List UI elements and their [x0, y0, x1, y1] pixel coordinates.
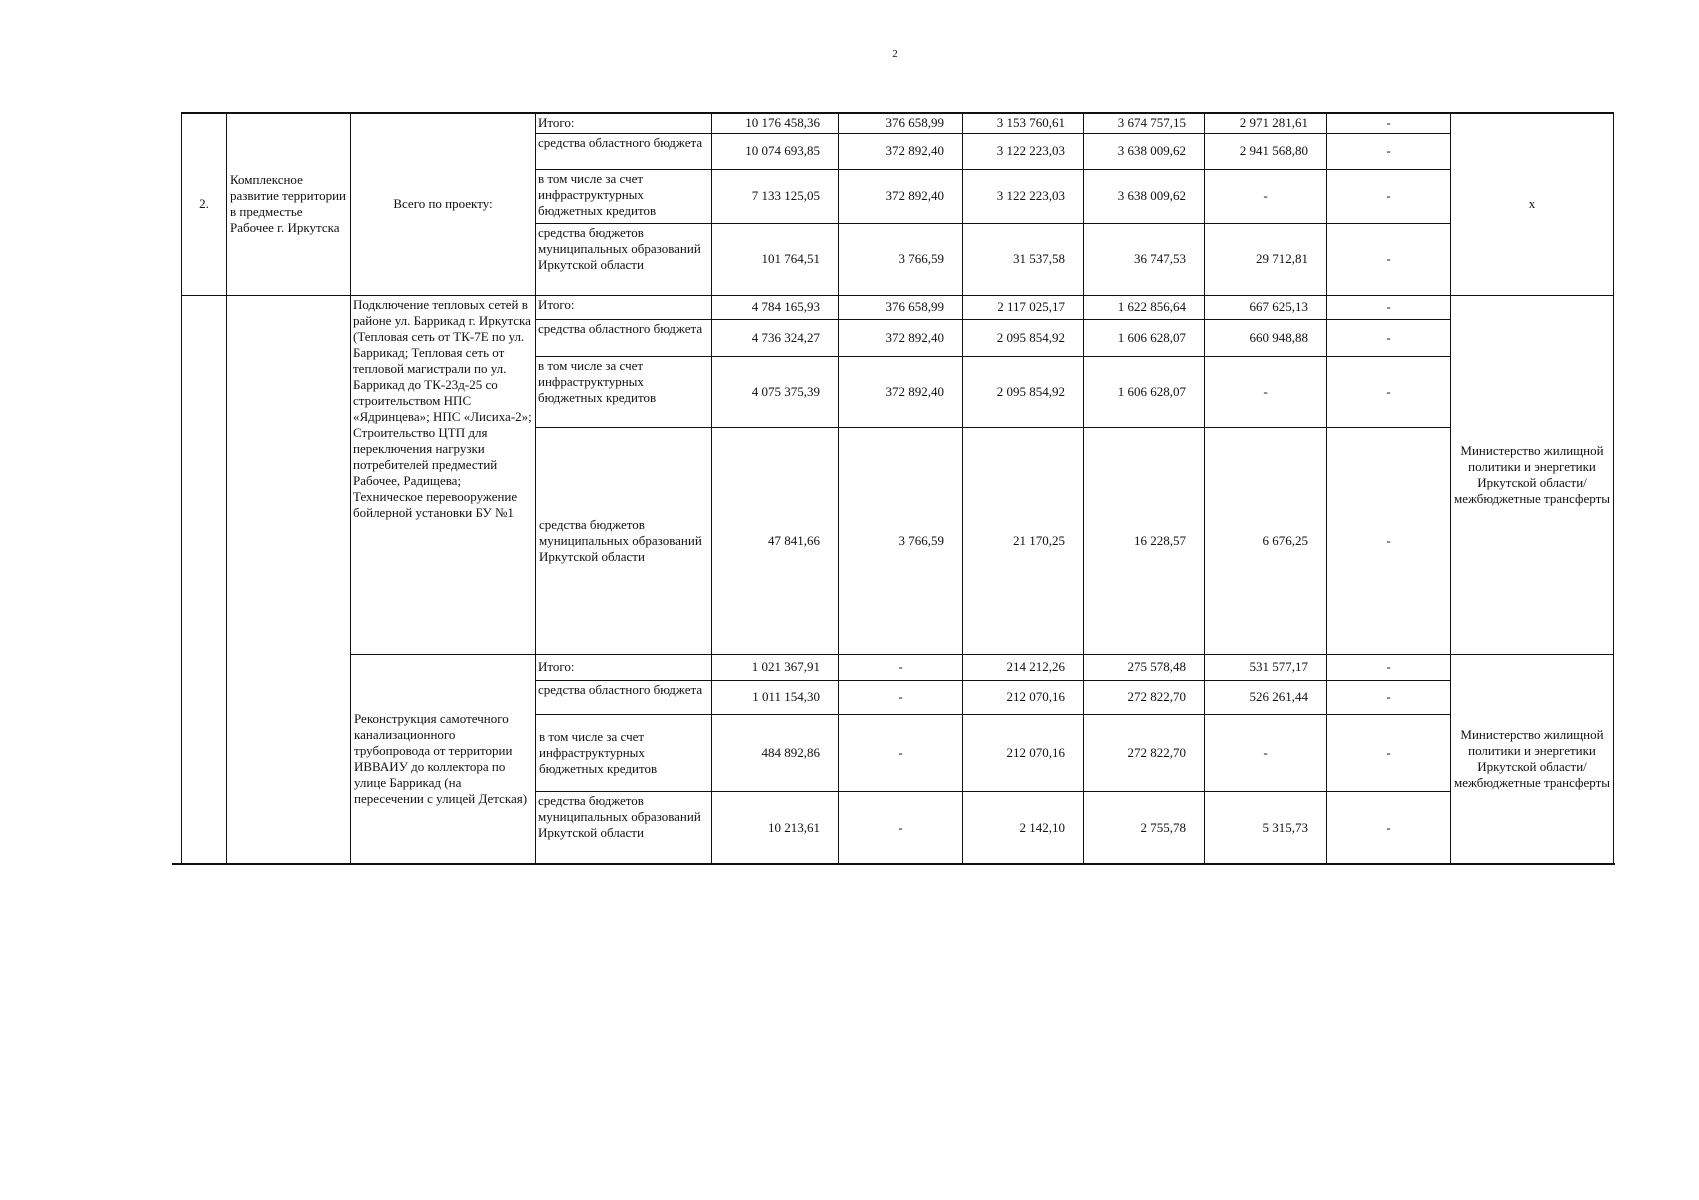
- source-label: средства бюджетов муниципальных образований Иркутской области: [536, 791, 712, 864]
- value-cell: 3 122 223,03: [963, 133, 1084, 169]
- value-cell: -: [839, 714, 963, 791]
- empty-cell: [182, 295, 227, 864]
- value-cell: 531 577,17: [1205, 654, 1327, 680]
- value-cell: 2 095 854,92: [963, 319, 1084, 356]
- source-label: Итого:: [536, 654, 712, 680]
- value-cell: 3 638 009,62: [1084, 133, 1205, 169]
- value-cell: -: [839, 680, 963, 714]
- source-label: средства областного бюджета: [536, 680, 712, 714]
- value-cell: 376 658,99: [839, 113, 963, 133]
- bottom-rule: [172, 863, 1615, 865]
- value-cell: 29 712,81: [1205, 223, 1327, 295]
- value-cell: -: [1327, 714, 1451, 791]
- value-cell: 1 622 856,64: [1084, 295, 1205, 319]
- value-cell: 7 133 125,05: [712, 169, 839, 223]
- value-cell: -: [1327, 319, 1451, 356]
- value-cell: -: [1327, 356, 1451, 427]
- value-cell: 47 841,66: [712, 427, 839, 654]
- value-cell: 3 674 757,15: [1084, 113, 1205, 133]
- value-cell: -: [1327, 169, 1451, 223]
- total-note: х: [1451, 113, 1614, 295]
- source-label: Итого:: [536, 295, 712, 319]
- value-cell: 275 578,48: [1084, 654, 1205, 680]
- value-cell: 372 892,40: [839, 133, 963, 169]
- value-cell: 5 315,73: [1205, 791, 1327, 864]
- value-cell: -: [1205, 169, 1327, 223]
- value-cell: 484 892,86: [712, 714, 839, 791]
- value-cell: 10 074 693,85: [712, 133, 839, 169]
- value-cell: -: [839, 791, 963, 864]
- project-name: Подключение тепловых сетей в районе ул. Баррикад г. Иркутска (Тепловая сеть от ТК-7Е по ул. Баррикад; Тепловая сеть от тепловой магистрали по ул. Баррикад до ТК-23д-25 со строительством НПС «Ядринцева»; НПС «Лисиха-2»; Строительство ЦТП для переключения нагрузки потребителей предместий Рабочее, Радищева; Техническое перевооружение бойлерной установки БУ №1: [351, 295, 536, 654]
- source-label: в том числе за счет инфраструктурных бюджетных кредитов: [536, 714, 712, 791]
- value-cell: 10 176 458,36: [712, 113, 839, 133]
- value-cell: 272 822,70: [1084, 680, 1205, 714]
- value-cell: 6 676,25: [1205, 427, 1327, 654]
- value-cell: 4 075 375,39: [712, 356, 839, 427]
- value-cell: 2 095 854,92: [963, 356, 1084, 427]
- table-row: [182, 654, 1614, 680]
- value-cell: 1 606 628,07: [1084, 356, 1205, 427]
- value-cell: -: [839, 654, 963, 680]
- value-cell: 660 948,88: [1205, 319, 1327, 356]
- value-cell: -: [1205, 356, 1327, 427]
- value-cell: 3 153 760,61: [963, 113, 1084, 133]
- value-cell: -: [1205, 714, 1327, 791]
- source-label: средства областного бюджета: [536, 319, 712, 356]
- value-cell: 3 766,59: [839, 223, 963, 295]
- value-cell: 272 822,70: [1084, 714, 1205, 791]
- project-name: Реконструкция самотечного канализационного трубопровода от территории ИВВАИУ до коллектора по улице Баррикад (на пересечении с улицей Детская): [351, 654, 536, 864]
- page-number: 2: [892, 48, 898, 60]
- value-cell: -: [1327, 427, 1451, 654]
- value-cell: -: [1327, 133, 1451, 169]
- value-cell: -: [1327, 295, 1451, 319]
- value-cell: 212 070,16: [963, 714, 1084, 791]
- source-label: средства областного бюджета: [536, 133, 712, 169]
- value-cell: 372 892,40: [839, 319, 963, 356]
- value-cell: 667 625,13: [1205, 295, 1327, 319]
- value-cell: 31 537,58: [963, 223, 1084, 295]
- value-cell: 10 213,61: [712, 791, 839, 864]
- value-cell: 16 228,57: [1084, 427, 1205, 654]
- value-cell: 376 658,99: [839, 295, 963, 319]
- total-label: Всего по проекту:: [351, 113, 536, 295]
- value-cell: 2 971 281,61: [1205, 113, 1327, 133]
- value-cell: 1 011 154,30: [712, 680, 839, 714]
- row-number: 2.: [182, 113, 227, 295]
- budget-table: [181, 112, 1614, 865]
- table-row: [182, 113, 1614, 133]
- empty-cell: [227, 295, 351, 864]
- value-cell: 2 142,10: [963, 791, 1084, 864]
- value-cell: 2 755,78: [1084, 791, 1205, 864]
- value-cell: 2 117 025,17: [963, 295, 1084, 319]
- value-cell: 3 638 009,62: [1084, 169, 1205, 223]
- source-label: средства бюджетов муниципальных образований Иркутской области: [536, 427, 712, 654]
- responsible-ministry: Министерство жилищной политики и энергетики Иркутской области/ межбюджетные трансферты: [1451, 654, 1614, 864]
- value-cell: -: [1327, 654, 1451, 680]
- source-label: в том числе за счет инфраструктурных бюджетных кредитов: [536, 169, 712, 223]
- object-name: Комплексное развитие территории в предместье Рабочее г. Иркутска: [227, 113, 351, 295]
- value-cell: -: [1327, 223, 1451, 295]
- value-cell: 214 212,26: [963, 654, 1084, 680]
- value-cell: 36 747,53: [1084, 223, 1205, 295]
- value-cell: 1 606 628,07: [1084, 319, 1205, 356]
- value-cell: 21 170,25: [963, 427, 1084, 654]
- value-cell: 526 261,44: [1205, 680, 1327, 714]
- responsible-ministry: Министерство жилищной политики и энергетики Иркутской области/ межбюджетные трансферты: [1451, 295, 1614, 654]
- value-cell: 2 941 568,80: [1205, 133, 1327, 169]
- value-cell: -: [1327, 791, 1451, 864]
- value-cell: 1 021 367,91: [712, 654, 839, 680]
- table-row: [182, 295, 1614, 319]
- value-cell: -: [1327, 680, 1451, 714]
- value-cell: 372 892,40: [839, 169, 963, 223]
- value-cell: 212 070,16: [963, 680, 1084, 714]
- value-cell: 372 892,40: [839, 356, 963, 427]
- value-cell: 101 764,51: [712, 223, 839, 295]
- value-cell: 3 122 223,03: [963, 169, 1084, 223]
- source-label: Итого:: [536, 113, 712, 133]
- value-cell: 4 736 324,27: [712, 319, 839, 356]
- value-cell: -: [1327, 113, 1451, 133]
- value-cell: 4 784 165,93: [712, 295, 839, 319]
- source-label: в том числе за счет инфраструктурных бюджетных кредитов: [536, 356, 712, 427]
- source-label: средства бюджетов муниципальных образований Иркутской области: [536, 223, 712, 295]
- value-cell: 3 766,59: [839, 427, 963, 654]
